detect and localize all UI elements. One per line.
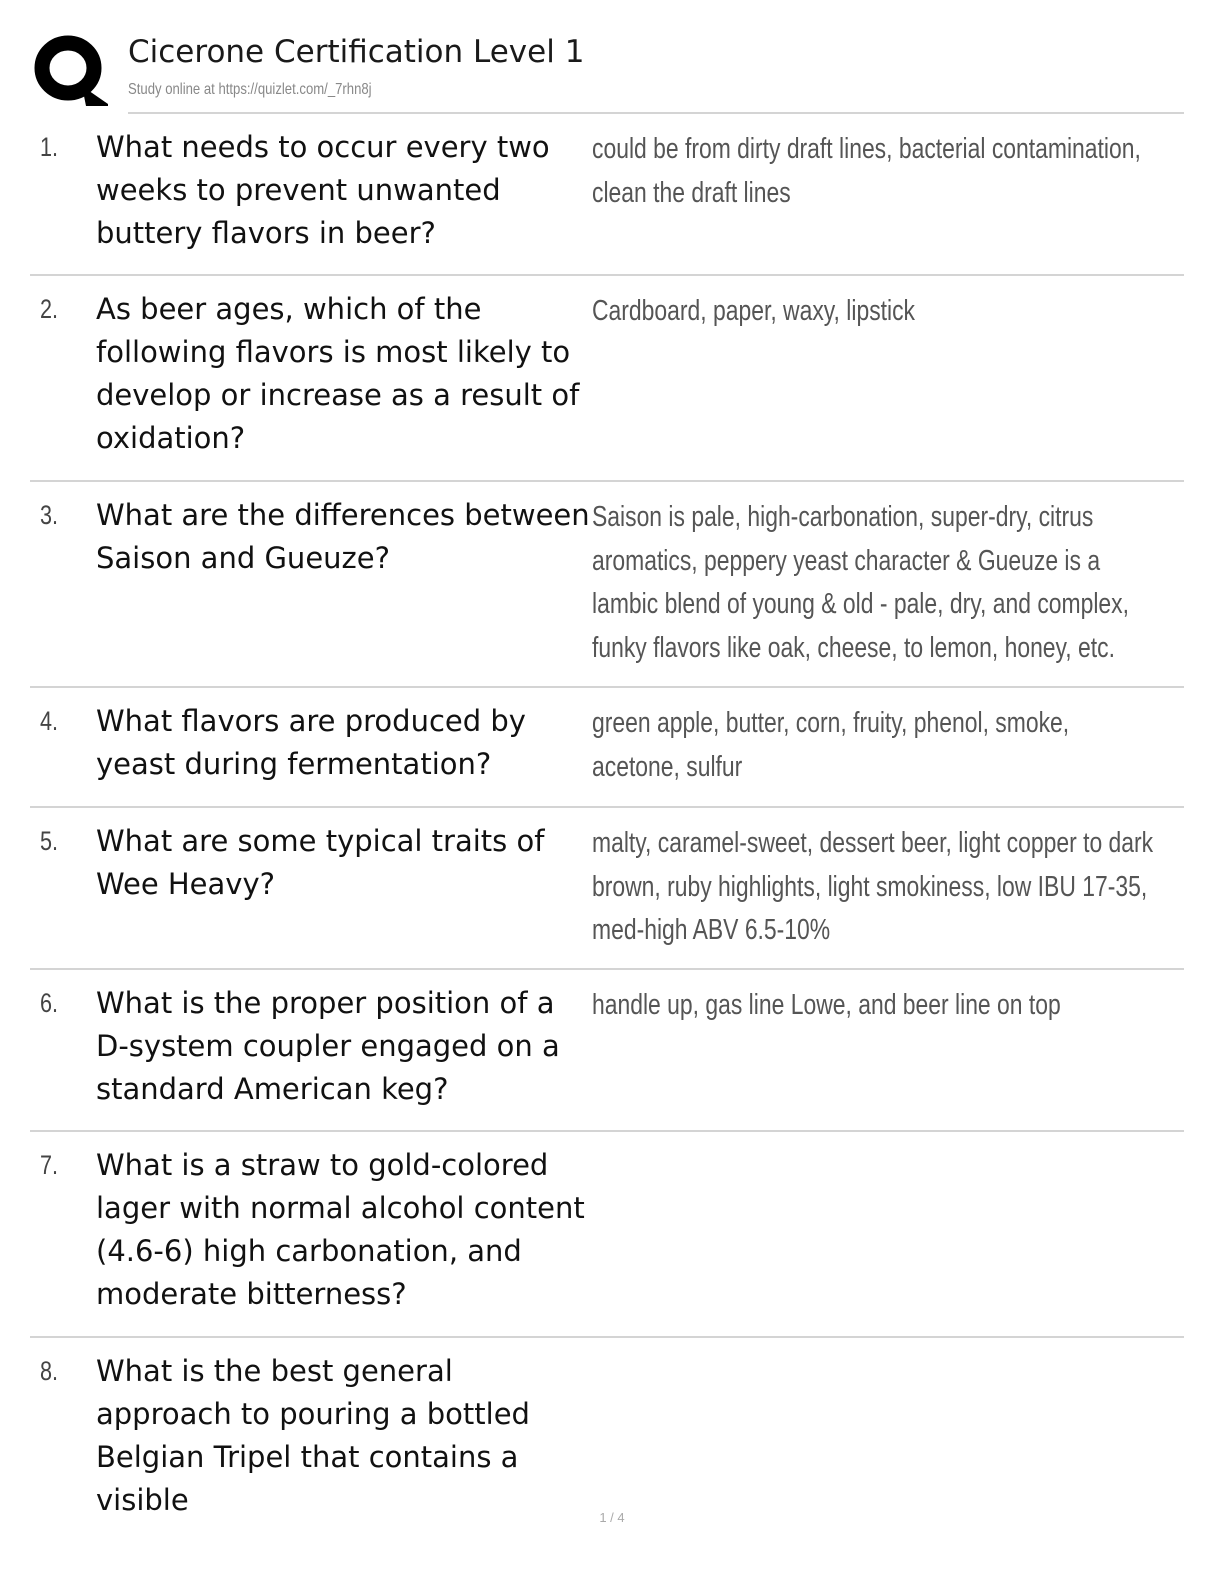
- card-3: [30, 482, 1184, 688]
- card-question: What needs to occur every two weeks to prevent unwanted buttery flavors in beer?: [96, 130, 550, 250]
- page-number: 1 / 4: [599, 1510, 625, 1525]
- study-link[interactable]: Study online at https://quizlet.com/_7rhn8j: [128, 81, 372, 98]
- card-6: [30, 970, 1184, 1132]
- card-5: [30, 808, 1184, 970]
- card-question: What is the best general approach to pouring a bottled Belgian Tripel that contains a visible: [96, 1354, 530, 1517]
- card-question: What are some typical traits of Wee Heavy?: [96, 824, 545, 901]
- card-number: 4.: [40, 706, 59, 736]
- card-number: 2.: [40, 294, 59, 324]
- quizlet-logo-icon: [30, 30, 110, 110]
- card-7: [30, 1132, 1184, 1338]
- card-2: [30, 276, 1184, 482]
- header: [30, 30, 1184, 112]
- card-number: 7.: [40, 1150, 59, 1180]
- card-answer: Saison is pale, high-carbonation, super-dry, citrus aromatics, peppery yeast character & Gueuze is a lambic blend of young & old - pale, dry, and complex, funky flavors like oak, cheese, to lemon, honey, etc.: [592, 501, 1129, 664]
- card-number: 3.: [40, 500, 59, 530]
- card-answer: could be from dirty draft lines, bacterial contamination, clean the draft lines: [592, 133, 1141, 209]
- card-question: What are the differences between Saison and Gueuze?: [96, 498, 590, 575]
- card-number: 8.: [40, 1356, 59, 1386]
- card-8: [30, 1338, 1184, 1517]
- card-answer: handle up, gas line Lowe, and beer line on top: [592, 989, 1061, 1021]
- card-4: [30, 688, 1184, 808]
- page-title: Cicerone Certification Level 1: [128, 34, 585, 70]
- card-number: 5.: [40, 826, 59, 856]
- card-answer: green apple, butter, corn, fruity, phenol, smoke, acetone, sulfur: [592, 707, 1070, 783]
- card-question: As beer ages, which of the following flavors is most likely to develop or increase as a result of oxidation?: [96, 292, 580, 455]
- card-1: [30, 114, 1184, 276]
- card-answer: malty, caramel-sweet, dessert beer, light copper to dark brown, ruby highlights, light smokiness, low IBU 17-35, med-high ABV 6.5-10%: [592, 827, 1154, 946]
- card-list: [30, 114, 1184, 1517]
- card-question: What is the proper position of a D-system coupler engaged on a standard American keg?: [96, 986, 560, 1106]
- card-question: What flavors are produced by yeast during fermentation?: [96, 704, 526, 781]
- card-answer: Cardboard, paper, waxy, lipstick: [592, 295, 916, 327]
- card-number: 1.: [40, 132, 59, 162]
- card-question: What is a straw to gold-colored lager with normal alcohol content (4.6-6) high carbonation, and moderate bitterness?: [96, 1148, 585, 1311]
- card-number: 6.: [40, 988, 59, 1018]
